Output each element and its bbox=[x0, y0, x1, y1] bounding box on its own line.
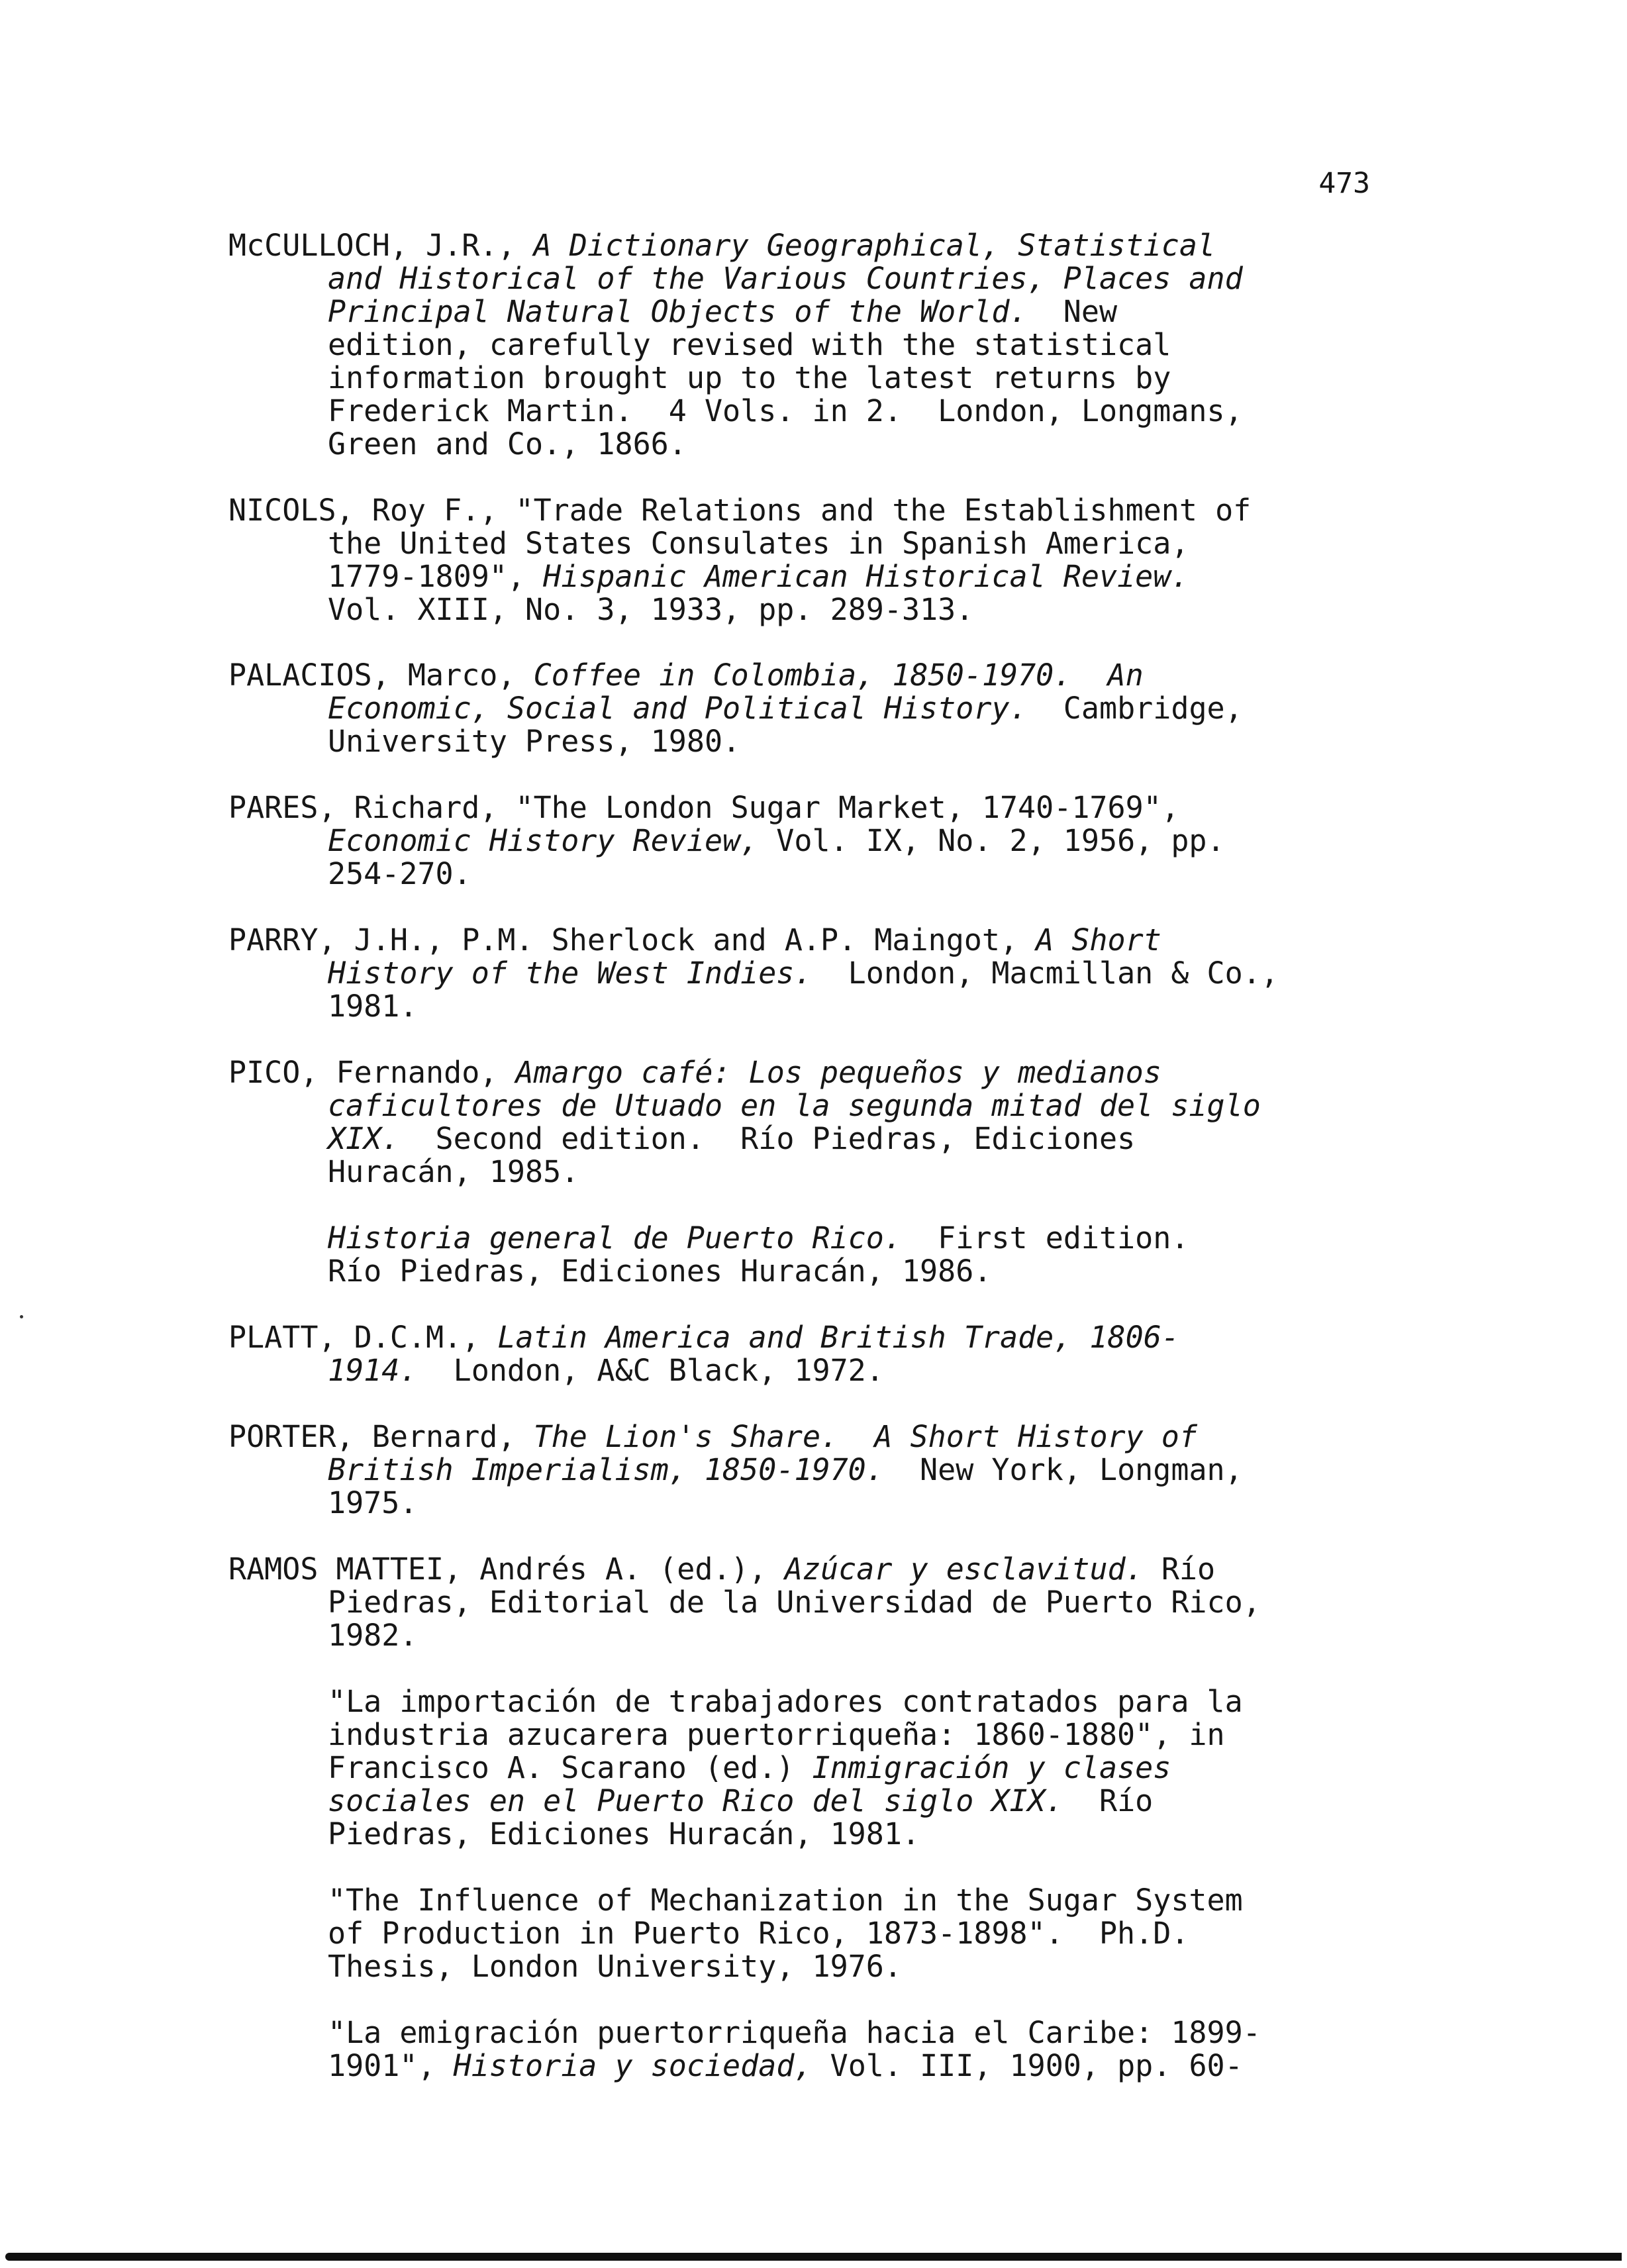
entry-text: Second edition. Río Piedras, Ediciones bbox=[399, 1121, 1136, 1156]
bib-entry-line bbox=[328, 1718, 1225, 1751]
bib-entry-line bbox=[228, 1553, 1215, 1586]
entry-text: "The Influence of Mechanization in the Sugar System bbox=[328, 1883, 1243, 1918]
bib-entry-line bbox=[328, 1354, 884, 1387]
entry-text: PALACIOS, Marco, bbox=[228, 658, 534, 693]
italic-title-text: History of the West Indies. bbox=[328, 956, 813, 991]
bib-entry-line bbox=[328, 1751, 1171, 1785]
entry-text: Piedras, Editorial de la Universidad de Puerto Rico, bbox=[328, 1585, 1261, 1620]
bib-entry-line bbox=[328, 1122, 1135, 1156]
entry-text: London, A&C Black, 1972. bbox=[417, 1353, 884, 1388]
italic-title-text: 1914. bbox=[328, 1353, 418, 1388]
entry-text: New bbox=[1027, 294, 1118, 329]
entry-text: Río bbox=[1143, 1552, 1216, 1587]
bib-entry-line bbox=[328, 1884, 1243, 1917]
bib-entry-line bbox=[328, 957, 1279, 990]
bib-entry-line bbox=[228, 1420, 1197, 1454]
entry-text: London, Macmillan & Co., bbox=[812, 956, 1279, 991]
bib-entry-line bbox=[328, 328, 1171, 362]
entry-text: PORTER, Bernard, bbox=[228, 1419, 534, 1454]
bib-entry-line bbox=[328, 295, 1117, 328]
bib-entry-line bbox=[328, 1619, 417, 1652]
entry-text: Río Piedras, Ediciones Huracán, 1986. bbox=[328, 1254, 992, 1289]
entry-text: 1982. bbox=[328, 1618, 418, 1653]
bib-entry-line bbox=[328, 1156, 579, 1189]
bib-entry-line bbox=[328, 1222, 1189, 1255]
bib-entry-line bbox=[328, 1487, 417, 1520]
entry-text: Vol. XIII, No. 3, 1933, pp. 289-313. bbox=[328, 592, 974, 627]
bib-entry-line bbox=[228, 494, 1251, 527]
bib-entry-line bbox=[328, 560, 1189, 593]
bib-entry-line bbox=[328, 692, 1243, 725]
bib-entry-line bbox=[328, 362, 1171, 395]
bib-entry-line bbox=[328, 2016, 1261, 2049]
italic-title-text: and Historical of the Various Countries, Places and bbox=[328, 261, 1243, 296]
entry-text: New York, Longman, bbox=[883, 1452, 1243, 1487]
italic-title-text: XIX. bbox=[328, 1121, 400, 1156]
entry-text: Francisco A. Scarano (ed.) bbox=[328, 1750, 813, 1785]
bib-entry-line bbox=[328, 1818, 920, 1851]
entry-text: First edition. bbox=[901, 1220, 1189, 1256]
entry-text: Vol. III, 1900, pp. 60- bbox=[812, 2048, 1243, 2083]
italic-title-text: A Short bbox=[1036, 922, 1161, 958]
italic-title-text: The Lion's Share. A Short History of bbox=[533, 1419, 1197, 1454]
italic-title-text: Historia y sociedad, bbox=[453, 2048, 813, 2083]
bib-entry-line bbox=[328, 1785, 1153, 1818]
entry-text: 254-270. bbox=[328, 856, 471, 891]
bib-entry-line bbox=[328, 824, 1225, 858]
page-number: 473 bbox=[1318, 167, 1370, 200]
entry-text: edition, carefully revised with the statistical bbox=[328, 327, 1171, 362]
entry-text: Frederick Martin. 4 Vols. in 2. London, Longmans, bbox=[328, 393, 1243, 428]
entry-text: Vol. IX, No. 2, 1956, pp. bbox=[758, 823, 1225, 858]
entry-text: Cambridge, bbox=[1027, 691, 1243, 726]
entry-text: 1779-1809", bbox=[328, 559, 544, 594]
italic-title-text: Inmigración y clases bbox=[812, 1750, 1171, 1785]
italic-title-text: Historia general de Puerto Rico. bbox=[328, 1220, 902, 1256]
entry-text: "La emigración puertorriqueña hacia el Caribe: 1899- bbox=[328, 2015, 1261, 2050]
italic-title-text: Amargo café: Los pequeños y medianos bbox=[515, 1055, 1161, 1090]
entry-text: Thesis, London University, 1976. bbox=[328, 1949, 902, 1984]
entry-text: Green and Co., 1866. bbox=[328, 426, 687, 462]
italic-title-text: Economic, Social and Political History. bbox=[328, 691, 1028, 726]
entry-text: Huracán, 1985. bbox=[328, 1154, 579, 1189]
bib-entry-line bbox=[228, 1056, 1161, 1089]
italic-title-text: Economic History Review, bbox=[328, 823, 759, 858]
entry-text: PARRY, J.H., P.M. Sherlock and A.P. Maingot, bbox=[228, 922, 1036, 958]
entry-text: Piedras, Ediciones Huracán, 1981. bbox=[328, 1816, 920, 1851]
bottom-rule bbox=[5, 2253, 1622, 2261]
bib-entry-line bbox=[328, 395, 1243, 428]
bib-entry-line bbox=[328, 428, 687, 461]
bib-entry-line bbox=[228, 229, 1215, 262]
bib-entry-line bbox=[328, 1685, 1243, 1718]
italic-title-text: Azúcar y esclavitud. bbox=[784, 1552, 1144, 1587]
italic-title-text: A Dictionary Geographical, Statistical bbox=[533, 228, 1216, 263]
bib-entry-line bbox=[328, 1917, 1189, 1950]
bib-entry-line bbox=[328, 2049, 1243, 2083]
entry-text: information brought up to the latest returns by bbox=[328, 360, 1171, 395]
entry-text: McCULLOCH, J.R., bbox=[228, 228, 534, 263]
bib-entry-line bbox=[328, 725, 740, 758]
italic-title-text: sociales en el Puerto Rico del siglo XIX. bbox=[328, 1783, 1063, 1818]
bib-entry-line bbox=[228, 659, 1144, 692]
italic-title-text: Coffee in Colombia, 1850-1970. An bbox=[533, 658, 1144, 693]
bib-entry-line bbox=[328, 858, 471, 891]
bib-entry-line bbox=[328, 527, 1189, 560]
entry-text: University Press, 1980. bbox=[328, 724, 741, 759]
entry-text: the United States Consulates in Spanish America, bbox=[328, 526, 1189, 561]
bib-entry-line bbox=[228, 791, 1179, 824]
bib-entry-line bbox=[328, 1950, 902, 1983]
entry-text: 1981. bbox=[328, 989, 418, 1024]
entry-text: RAMOS MATTEI, Andrés A. (ed.), bbox=[228, 1552, 785, 1587]
bib-entry-line bbox=[328, 1454, 1243, 1487]
italic-title-text: Latin America and British Trade, 1806- bbox=[497, 1320, 1179, 1355]
bib-entry-line bbox=[228, 1321, 1179, 1354]
italic-title-text: British Imperialism, 1850-1970. bbox=[328, 1452, 884, 1487]
scan-speck bbox=[20, 1315, 23, 1318]
entry-text: NICOLS, Roy F., "Trade Relations and the Establishment of bbox=[228, 493, 1252, 528]
entry-text: PARES, Richard, "The London Sugar Market, 1740-1769", bbox=[228, 790, 1179, 825]
italic-title-text: Hispanic American Historical Review. bbox=[543, 559, 1189, 594]
entry-text: 1901", bbox=[328, 2048, 454, 2083]
entry-text: of Production in Puerto Rico, 1873-1898". Ph.D. bbox=[328, 1916, 1189, 1951]
entry-text: industria azucarera puertorriqueña: 1860-1880", in bbox=[328, 1717, 1225, 1752]
bib-entry-line bbox=[328, 262, 1243, 295]
entry-text: 1975. bbox=[328, 1485, 418, 1520]
bib-entry-line bbox=[328, 990, 417, 1023]
entry-text: Río bbox=[1063, 1783, 1154, 1818]
italic-title-text: caficultores de Utuado en la segunda mitad del siglo bbox=[328, 1088, 1261, 1123]
bib-entry-line bbox=[328, 1089, 1261, 1122]
entry-text: "La importación de trabajadores contratados para la bbox=[328, 1684, 1243, 1719]
entry-text: PICO, Fernando, bbox=[228, 1055, 516, 1090]
bib-entry-line bbox=[328, 1255, 991, 1288]
entry-text: PLATT, D.C.M., bbox=[228, 1320, 498, 1355]
italic-title-text: Principal Natural Objects of the World. bbox=[328, 294, 1028, 329]
bib-entry-line bbox=[328, 593, 973, 626]
bib-entry-line bbox=[228, 924, 1161, 957]
bib-entry-line bbox=[328, 1586, 1261, 1619]
